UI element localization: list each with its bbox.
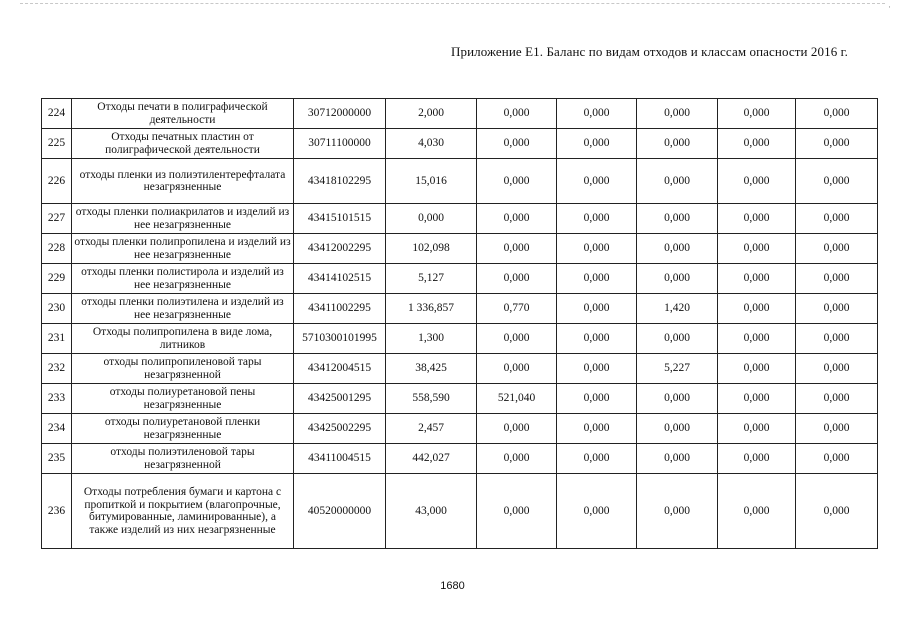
value-cell: 0,000 — [477, 99, 557, 129]
value-cell: 0,000 — [637, 234, 718, 264]
table-row — [42, 204, 878, 234]
value-cell: 0,000 — [718, 414, 796, 444]
value-cell: 0,000 — [557, 384, 637, 414]
value-cell: 0,000 — [796, 159, 878, 204]
value-cell: 0,000 — [477, 264, 557, 294]
value-cell: 0,000 — [718, 474, 796, 549]
value-cell: 0,770 — [477, 294, 557, 324]
waste-name: Отходы печатных пластин от полиграфической деятельности — [72, 129, 294, 159]
value-cell: 0,000 — [718, 444, 796, 474]
value-cell: 0,000 — [796, 324, 878, 354]
value-cell: 0,000 — [557, 204, 637, 234]
waste-name: отходы пленки полиакрилатов и изделий из нее незагрязненные — [72, 204, 294, 234]
waste-code: 43415101515 — [294, 204, 386, 234]
value-cell: 15,016 — [386, 159, 477, 204]
waste-name: отходы пленки из полиэтилентерефталата незагрязненные — [72, 159, 294, 204]
value-cell: 0,000 — [796, 384, 878, 414]
value-cell: 0,000 — [796, 129, 878, 159]
row-number: 232 — [42, 354, 72, 384]
value-cell: 0,000 — [477, 474, 557, 549]
value-cell: 102,098 — [386, 234, 477, 264]
table-row — [42, 99, 878, 129]
table-row — [42, 474, 878, 549]
value-cell: 0,000 — [796, 414, 878, 444]
value-cell: 0,000 — [557, 234, 637, 264]
value-cell: 0,000 — [557, 159, 637, 204]
waste-code: 43414102515 — [294, 264, 386, 294]
waste-name: Отходы печати в полиграфической деятельности — [72, 99, 294, 129]
table-row — [42, 384, 878, 414]
page-number: 1680 — [440, 580, 465, 592]
waste-code: 43425001295 — [294, 384, 386, 414]
value-cell: 0,000 — [637, 159, 718, 204]
table-row — [42, 129, 878, 159]
page-title: Приложение Е1. Баланс по видам отходов и классам опасности 2016 г. — [451, 44, 848, 59]
corner-mark: · — [888, 2, 891, 12]
value-cell: 0,000 — [557, 414, 637, 444]
value-cell: 0,000 — [796, 354, 878, 384]
value-cell: 0,000 — [637, 414, 718, 444]
value-cell: 0,000 — [637, 99, 718, 129]
value-cell: 0,000 — [796, 99, 878, 129]
value-cell: 521,040 — [477, 384, 557, 414]
table-row — [42, 444, 878, 474]
table-row — [42, 414, 878, 444]
row-number: 228 — [42, 234, 72, 264]
row-number: 231 — [42, 324, 72, 354]
value-cell: 0,000 — [477, 324, 557, 354]
value-cell: 558,590 — [386, 384, 477, 414]
value-cell: 1,300 — [386, 324, 477, 354]
value-cell: 0,000 — [477, 444, 557, 474]
value-cell: 442,027 — [386, 444, 477, 474]
value-cell: 0,000 — [718, 324, 796, 354]
waste-balance-table — [41, 98, 878, 549]
waste-name: Отходы потребления бумаги и картона с пропиткой и покрытием (влагопрочные, битумированные, ламинированные), а также изделий из них незагрязненные — [72, 474, 294, 549]
row-number: 230 — [42, 294, 72, 324]
table-row — [42, 294, 878, 324]
row-number: 235 — [42, 444, 72, 474]
value-cell: 0,000 — [718, 99, 796, 129]
row-number: 225 — [42, 129, 72, 159]
value-cell: 0,000 — [718, 294, 796, 324]
waste-code: 43412002295 — [294, 234, 386, 264]
value-cell: 0,000 — [796, 234, 878, 264]
value-cell: 38,425 — [386, 354, 477, 384]
waste-name: отходы пленки полистирола и изделий из нее незагрязненные — [72, 264, 294, 294]
waste-code: 5710300101995 — [294, 324, 386, 354]
row-number: 234 — [42, 414, 72, 444]
value-cell: 0,000 — [477, 204, 557, 234]
waste-name: отходы полиуретановой пены незагрязненные — [72, 384, 294, 414]
value-cell: 0,000 — [637, 264, 718, 294]
value-cell: 0,000 — [796, 294, 878, 324]
waste-name: отходы пленки полиэтилена и изделий из нее незагрязненные — [72, 294, 294, 324]
value-cell: 0,000 — [796, 264, 878, 294]
value-cell: 0,000 — [557, 264, 637, 294]
value-cell: 0,000 — [718, 354, 796, 384]
waste-name: отходы полиэтиленовой тары незагрязненной — [72, 444, 294, 474]
value-cell: 1,420 — [637, 294, 718, 324]
row-number: 236 — [42, 474, 72, 549]
value-cell: 0,000 — [718, 204, 796, 234]
table-row — [42, 324, 878, 354]
value-cell: 0,000 — [477, 414, 557, 444]
row-number: 226 — [42, 159, 72, 204]
waste-name: Отходы полипропилена в виде лома, литников — [72, 324, 294, 354]
value-cell: 5,227 — [637, 354, 718, 384]
value-cell: 0,000 — [477, 234, 557, 264]
value-cell: 2,000 — [386, 99, 477, 129]
row-number: 233 — [42, 384, 72, 414]
value-cell: 0,000 — [557, 129, 637, 159]
waste-code: 43411002295 — [294, 294, 386, 324]
value-cell: 0,000 — [557, 444, 637, 474]
value-cell: 43,000 — [386, 474, 477, 549]
row-number: 229 — [42, 264, 72, 294]
waste-code: 40520000000 — [294, 474, 386, 549]
waste-name: отходы полиуретановой пленки незагрязненные — [72, 414, 294, 444]
value-cell: 0,000 — [637, 204, 718, 234]
waste-code: 43425002295 — [294, 414, 386, 444]
waste-name: отходы пленки полипропилена и изделий из нее незагрязненные — [72, 234, 294, 264]
value-cell: 0,000 — [637, 474, 718, 549]
value-cell: 0,000 — [477, 159, 557, 204]
value-cell: 0,000 — [796, 204, 878, 234]
value-cell: 0,000 — [557, 354, 637, 384]
waste-code: 43411004515 — [294, 444, 386, 474]
value-cell: 0,000 — [718, 129, 796, 159]
value-cell: 0,000 — [637, 129, 718, 159]
waste-code: 30711100000 — [294, 129, 386, 159]
table-row — [42, 234, 878, 264]
row-number: 227 — [42, 204, 72, 234]
value-cell: 0,000 — [637, 324, 718, 354]
value-cell: 0,000 — [718, 234, 796, 264]
value-cell: 0,000 — [557, 99, 637, 129]
value-cell: 0,000 — [718, 159, 796, 204]
value-cell: 0,000 — [557, 474, 637, 549]
value-cell: 0,000 — [796, 474, 878, 549]
value-cell: 5,127 — [386, 264, 477, 294]
value-cell: 0,000 — [477, 129, 557, 159]
table-row — [42, 159, 878, 204]
value-cell: 0,000 — [796, 444, 878, 474]
value-cell: 4,030 — [386, 129, 477, 159]
value-cell: 0,000 — [557, 324, 637, 354]
value-cell: 0,000 — [386, 204, 477, 234]
value-cell: 0,000 — [637, 384, 718, 414]
table-row — [42, 264, 878, 294]
value-cell: 0,000 — [557, 294, 637, 324]
value-cell: 2,457 — [386, 414, 477, 444]
value-cell: 0,000 — [718, 264, 796, 294]
waste-code: 30712000000 — [294, 99, 386, 129]
waste-code: 43418102295 — [294, 159, 386, 204]
waste-code: 43412004515 — [294, 354, 386, 384]
value-cell: 0,000 — [637, 444, 718, 474]
value-cell: 1 336,857 — [386, 294, 477, 324]
value-cell: 0,000 — [718, 384, 796, 414]
scan-edge-line — [20, 3, 885, 4]
waste-name: отходы полипропиленовой тары незагрязненной — [72, 354, 294, 384]
value-cell: 0,000 — [477, 354, 557, 384]
row-number: 224 — [42, 99, 72, 129]
table-row — [42, 354, 878, 384]
